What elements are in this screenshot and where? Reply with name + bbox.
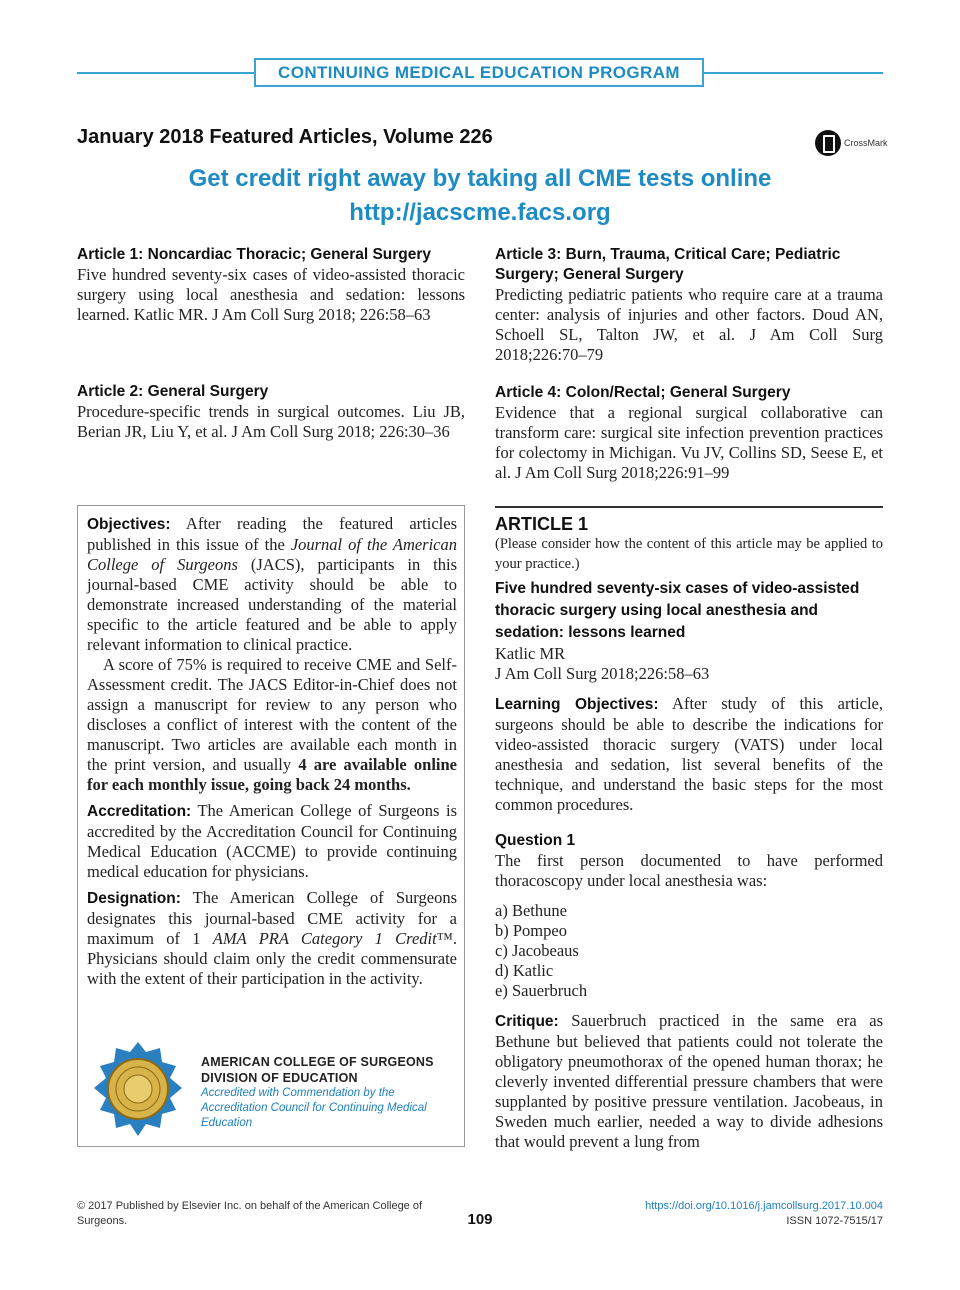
acs-accredited-line1: Accredited with Commendation by the [201,1087,395,1099]
article-summary-3 [495,245,883,365]
article1-citation: J Am Coll Surg 2018;226:58‒63 [495,664,710,683]
objectives-pre: After reading the featured articles published in this issue of the [87,514,457,554]
article1-subtitle: Five hundred seventy-six cases of video-assisted thoracic surgery using local anesthesia and sedation: lessons learned [495,580,860,641]
designation-pre: The American College of Surgeons designates this journal-based CME activity for a maximum of 1 [87,888,457,948]
designation-label: Designation: [87,890,181,907]
article1-section [495,514,883,1152]
article-heading: Article 2: General Surgery [77,383,269,400]
article-citation: Predicting pediatric patients who require care at a trauma center: analysis of injuries and other factors. Doud AN, Schoell SL, Talton JW, et al. J Am Coll Surg 2018;226:70‒79 [495,285,883,364]
objectives-label: Objectives: [87,516,171,533]
copyright-line2: Surgeons. [77,1215,128,1227]
crossmark-label: CrossMark [844,138,888,148]
answer-choice: c) Jacobeaus [495,941,579,960]
cme-info-box [77,505,465,1147]
critique-text: Sauerbruch practiced in the same era as Bethune but believed that patients could not tolerate the obligatory pneumothorax of the opened human thorax; he cleverly invented differential pressure chambers that were supplanted by positive pressure ventilation. Jacobeaus, in Sweden much earlier, needed a way to divide adhesions that would prevent a lung from [495,1011,884,1151]
acs-accreditation-block [86,1040,461,1140]
article1-consider: (Please consider how the content of this article may be applied to your practice.) [495,536,883,572]
article-citation: Procedure-specific trends in surgical outcomes. Liu JB, Berian JR, Liu Y, et al. J Am Coll Surg 2018; 226:30‒36 [77,402,465,441]
critique-paragraph [495,1011,883,1152]
header-rule-right [703,72,883,74]
answer-choice: b) Pompeo [495,921,567,940]
promo-headline: Get credit right away by taking all CME tests online [188,165,772,192]
learning-objectives-label: Learning Objectives: [495,696,659,713]
objectives-paragraph [87,514,457,655]
article-summary-4 [495,383,883,483]
designation-paragraph [87,888,457,989]
accreditation-label: Accreditation: [87,803,192,820]
article1-title: ARTICLE 1 [495,514,589,534]
page-number: 109 [467,1211,493,1228]
objectives-post: (JACS), participants in this journal-based CME activity should be able to demonstrate increased understanding of the material specific to the article featured and be able to apply relevant information to clinical practice. [87,555,458,654]
article-citation: Evidence that a regional surgical collaborative can transform care: surgical site infection prevention practices for colectomy in Michigan. Vu JV, Collins SD, Seese E, et al. J Am Coll Surg 2018;226:91‒99 [495,403,883,482]
learning-objectives-paragraph [495,694,883,815]
answer-choices [495,901,883,1001]
article1-author: Katlic MR [495,644,566,663]
header-rule-left [77,72,255,74]
acs-accredited-line2: Accreditation Council for Continuing Medical Education [201,1102,427,1129]
article-citation: Five hundred seventy-six cases of video-assisted thoracic surgery using local anesthesia and sedation: lessons learned. Katlic MR. J Am Coll Surg 2018; 226:58‒63 [77,265,465,324]
answer-choice: a) Bethune [495,901,567,920]
acs-name-line2: DIVISION OF EDUCATION [201,1071,358,1085]
article-summary-1 [77,245,465,325]
acs-seal-icon [86,1040,191,1138]
article-summary-2 [77,382,465,442]
doi-block [553,1199,883,1229]
answer-choice: d) Katlic [495,961,554,980]
question-text: The first person documented to have performed thoracoscopy under local anesthesia was: [495,851,883,890]
crossmark-badge[interactable] [815,130,888,156]
accreditation-text: The American College of Surgeons is accredited by the Accreditation Council for Continuing Medical Education (ACCME) to provide continuing medical education for physicians. [87,801,457,881]
article-heading: Article 4: Colon/Rectal; General Surgery [495,384,791,401]
acs-name-line1: AMERICAN COLLEGE OF SURGEONS [201,1055,434,1069]
score-paragraph [87,655,457,795]
doi-link[interactable]: https://doi.org/10.1016/j.jamcollsurg.2017.10.004 [645,1200,883,1212]
promo-url[interactable]: http://jacscme.facs.org [349,199,611,226]
article-heading: Article 3: Burn, Trauma, Critical Care; Pediatric Surgery; General Surgery [495,246,841,283]
accreditation-paragraph [87,801,457,882]
answer-choice: e) Sauerbruch [495,981,588,1000]
issue-title: January 2018 Featured Articles, Volume 226 [77,126,493,148]
designation-post: ™. Physicians should claim only the credit commensurate with the extent of their participation in the activity. [87,929,458,988]
critique-label: Critique: [495,1013,559,1030]
article-heading: Article 1: Noncardiac Thoracic; General Surgery [77,246,432,263]
score-text: A score of 75% is required to receive CME and Self-Assessment credit. The JACS Editor-in-Chief does not assign a manuscript for review to any person who discloses a conflict of interest with the content of the manuscript. Two articles are available each month in the print version, and usually [87,655,457,774]
cme-info-text [87,514,457,989]
crossmark-icon [815,130,841,156]
acs-text [201,1054,461,1131]
article1-rule [495,506,883,508]
copyright-line1: © 2017 Published by Elsevier Inc. on behalf of the American College of [77,1200,423,1212]
issn: ISSN 1072-7515/17 [786,1215,883,1227]
score-bold: 4 are available online for each monthly issue, going back 24 months. [87,755,458,794]
question-label: Question 1 [495,832,576,849]
program-label: CONTINUING MEDICAL EDUCATION PROGRAM [254,58,704,87]
journal-name: Journal of the American College of Surgeons [87,535,458,574]
learning-objectives-text: After study of this article, surgeons should be able to describe the indications for video-assisted thoracic surgery (VATS) under local anesthesia and sedation, list several benefits of the technique, and understand the basic steps for the most common procedures. [495,694,883,814]
designation-credit: AMA PRA Category 1 Credit [212,929,437,948]
